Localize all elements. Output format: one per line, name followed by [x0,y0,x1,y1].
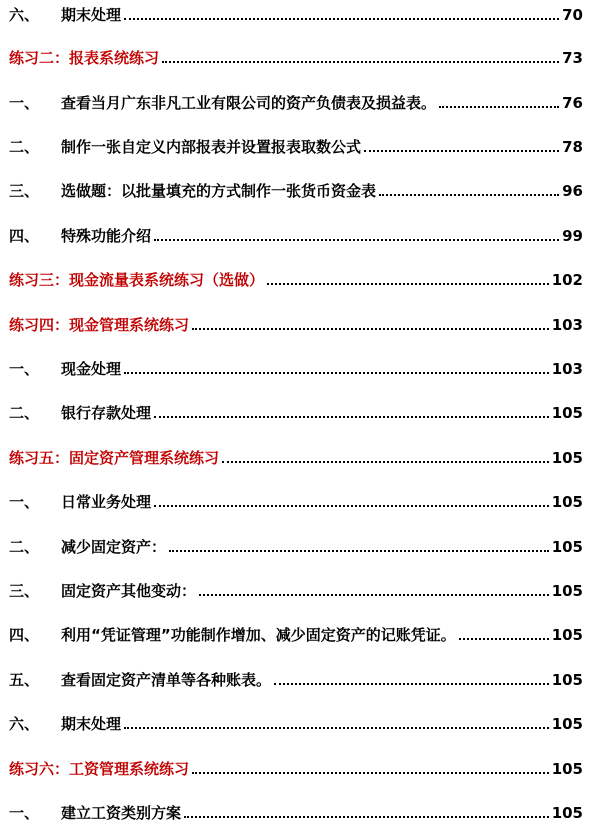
dot-leader [154,504,549,507]
dot-leader [274,682,549,685]
toc-entry-number: 一、 [9,804,40,822]
toc-entry[interactable] [9,221,583,245]
toc-entry-page: 70 [562,6,583,24]
dot-leader [124,17,559,20]
toc-entry-title: 制作一张自定义内部报表并设置报表取数公式 [61,138,362,156]
dot-leader [199,593,549,596]
toc-entry-page: 105 [551,404,583,422]
dot-leader [379,193,559,196]
toc-entry-page: 78 [562,138,583,156]
toc-entry-page: 105 [551,582,583,600]
toc-entry[interactable] [9,176,583,200]
toc-entry[interactable] [9,398,583,422]
dot-leader [267,282,549,285]
toc-entry-page: 105 [551,493,583,511]
toc-entry-title: 期末处理 [61,715,122,733]
dot-leader [459,637,549,640]
toc-entry-page: 102 [551,271,583,289]
toc-entry-number: 二、 [9,538,40,556]
toc-entry-number: 四、 [9,227,40,245]
toc-entry[interactable] [9,354,583,378]
toc-entry-number: 一、 [9,493,40,511]
dot-leader [124,726,549,729]
dot-leader [162,60,559,63]
toc-entry-number: 三、 [9,182,40,200]
toc-entry[interactable] [9,798,583,822]
toc-entry-page: 73 [562,49,583,67]
toc-entry-title: 建立工资类别方案 [61,804,182,822]
dot-leader [154,415,549,418]
toc-entry[interactable] [9,132,583,156]
toc-entry-number: 三、 [9,582,40,600]
toc-section-title: 练习五：固定资产管理系统练习 [9,449,220,467]
toc-entry-title: 固定资产其他变动： [61,582,197,600]
toc-entry-number: 四、 [9,626,40,644]
dot-leader [154,238,559,241]
toc-entry[interactable] [9,576,583,600]
dot-leader [184,815,549,818]
toc-section-title: 练习六：工资管理系统练习 [9,760,190,778]
dot-leader [124,371,549,374]
toc-section-heading[interactable] [9,43,583,67]
toc-entry-title: 选做题：以批量填充的方式制作一张货币资金表 [61,182,377,200]
toc-entry-number: 六、 [9,715,40,733]
toc-entry[interactable] [9,709,583,733]
toc-entry[interactable] [9,487,583,511]
toc-entry-title: 利用“凭证管理”功能制作增加、减少固定资产的记账凭证。 [61,626,456,644]
toc-section-title: 练习四：现金管理系统练习 [9,316,190,334]
toc-entry-page: 76 [562,94,583,112]
toc-entry-page: 103 [551,360,583,378]
toc-entry-page: 105 [551,626,583,644]
toc-entry-page: 105 [551,538,583,556]
toc-entry-number: 五、 [9,671,40,689]
toc-entry[interactable] [9,620,583,644]
toc-section-heading[interactable] [9,443,583,467]
toc-entry-page: 105 [551,760,583,778]
toc-entry-title: 查看固定资产清单等各种账表。 [61,671,272,689]
toc-entry-page: 103 [551,316,583,334]
toc-entry[interactable] [9,532,583,556]
toc-entry-title: 特殊功能介绍 [61,227,152,245]
toc-entry-page: 105 [551,715,583,733]
toc-entry[interactable] [9,0,583,24]
dot-leader [222,460,549,463]
toc-section-heading[interactable] [9,265,583,289]
toc-entry[interactable] [9,665,583,689]
toc-section-title: 练习二：报表系统练习 [9,49,160,67]
toc-entry-page: 105 [551,804,583,822]
toc-entry-title: 日常业务处理 [61,493,152,511]
dot-leader [364,149,559,152]
toc-entry-title: 银行存款处理 [61,404,152,422]
toc-entry[interactable] [9,88,583,112]
toc-entry-title: 期末处理 [61,6,122,24]
toc-entry-page: 105 [551,449,583,467]
toc-section-heading[interactable] [9,310,583,334]
toc-entry-title: 现金处理 [61,360,122,378]
toc-entry-number: 二、 [9,138,40,156]
toc-section-heading[interactable] [9,754,583,778]
toc-entry-number: 二、 [9,404,40,422]
dot-leader [439,105,559,108]
toc-section-title: 练习三：现金流量表系统练习（选做） [9,271,265,289]
toc-entry-page: 105 [551,671,583,689]
toc-entry-title: 减少固定资产： [61,538,167,556]
toc-entry-page: 96 [562,182,583,200]
dot-leader [192,771,549,774]
dot-leader [169,549,549,552]
toc-entry-number: 一、 [9,360,40,378]
toc-entry-page: 99 [562,227,583,245]
toc-entry-number: 一、 [9,94,40,112]
toc-entry-number: 六、 [9,6,40,24]
toc-entry-title: 查看当月广东非凡工业有限公司的资产负债表及损益表。 [61,94,437,112]
dot-leader [192,327,549,330]
